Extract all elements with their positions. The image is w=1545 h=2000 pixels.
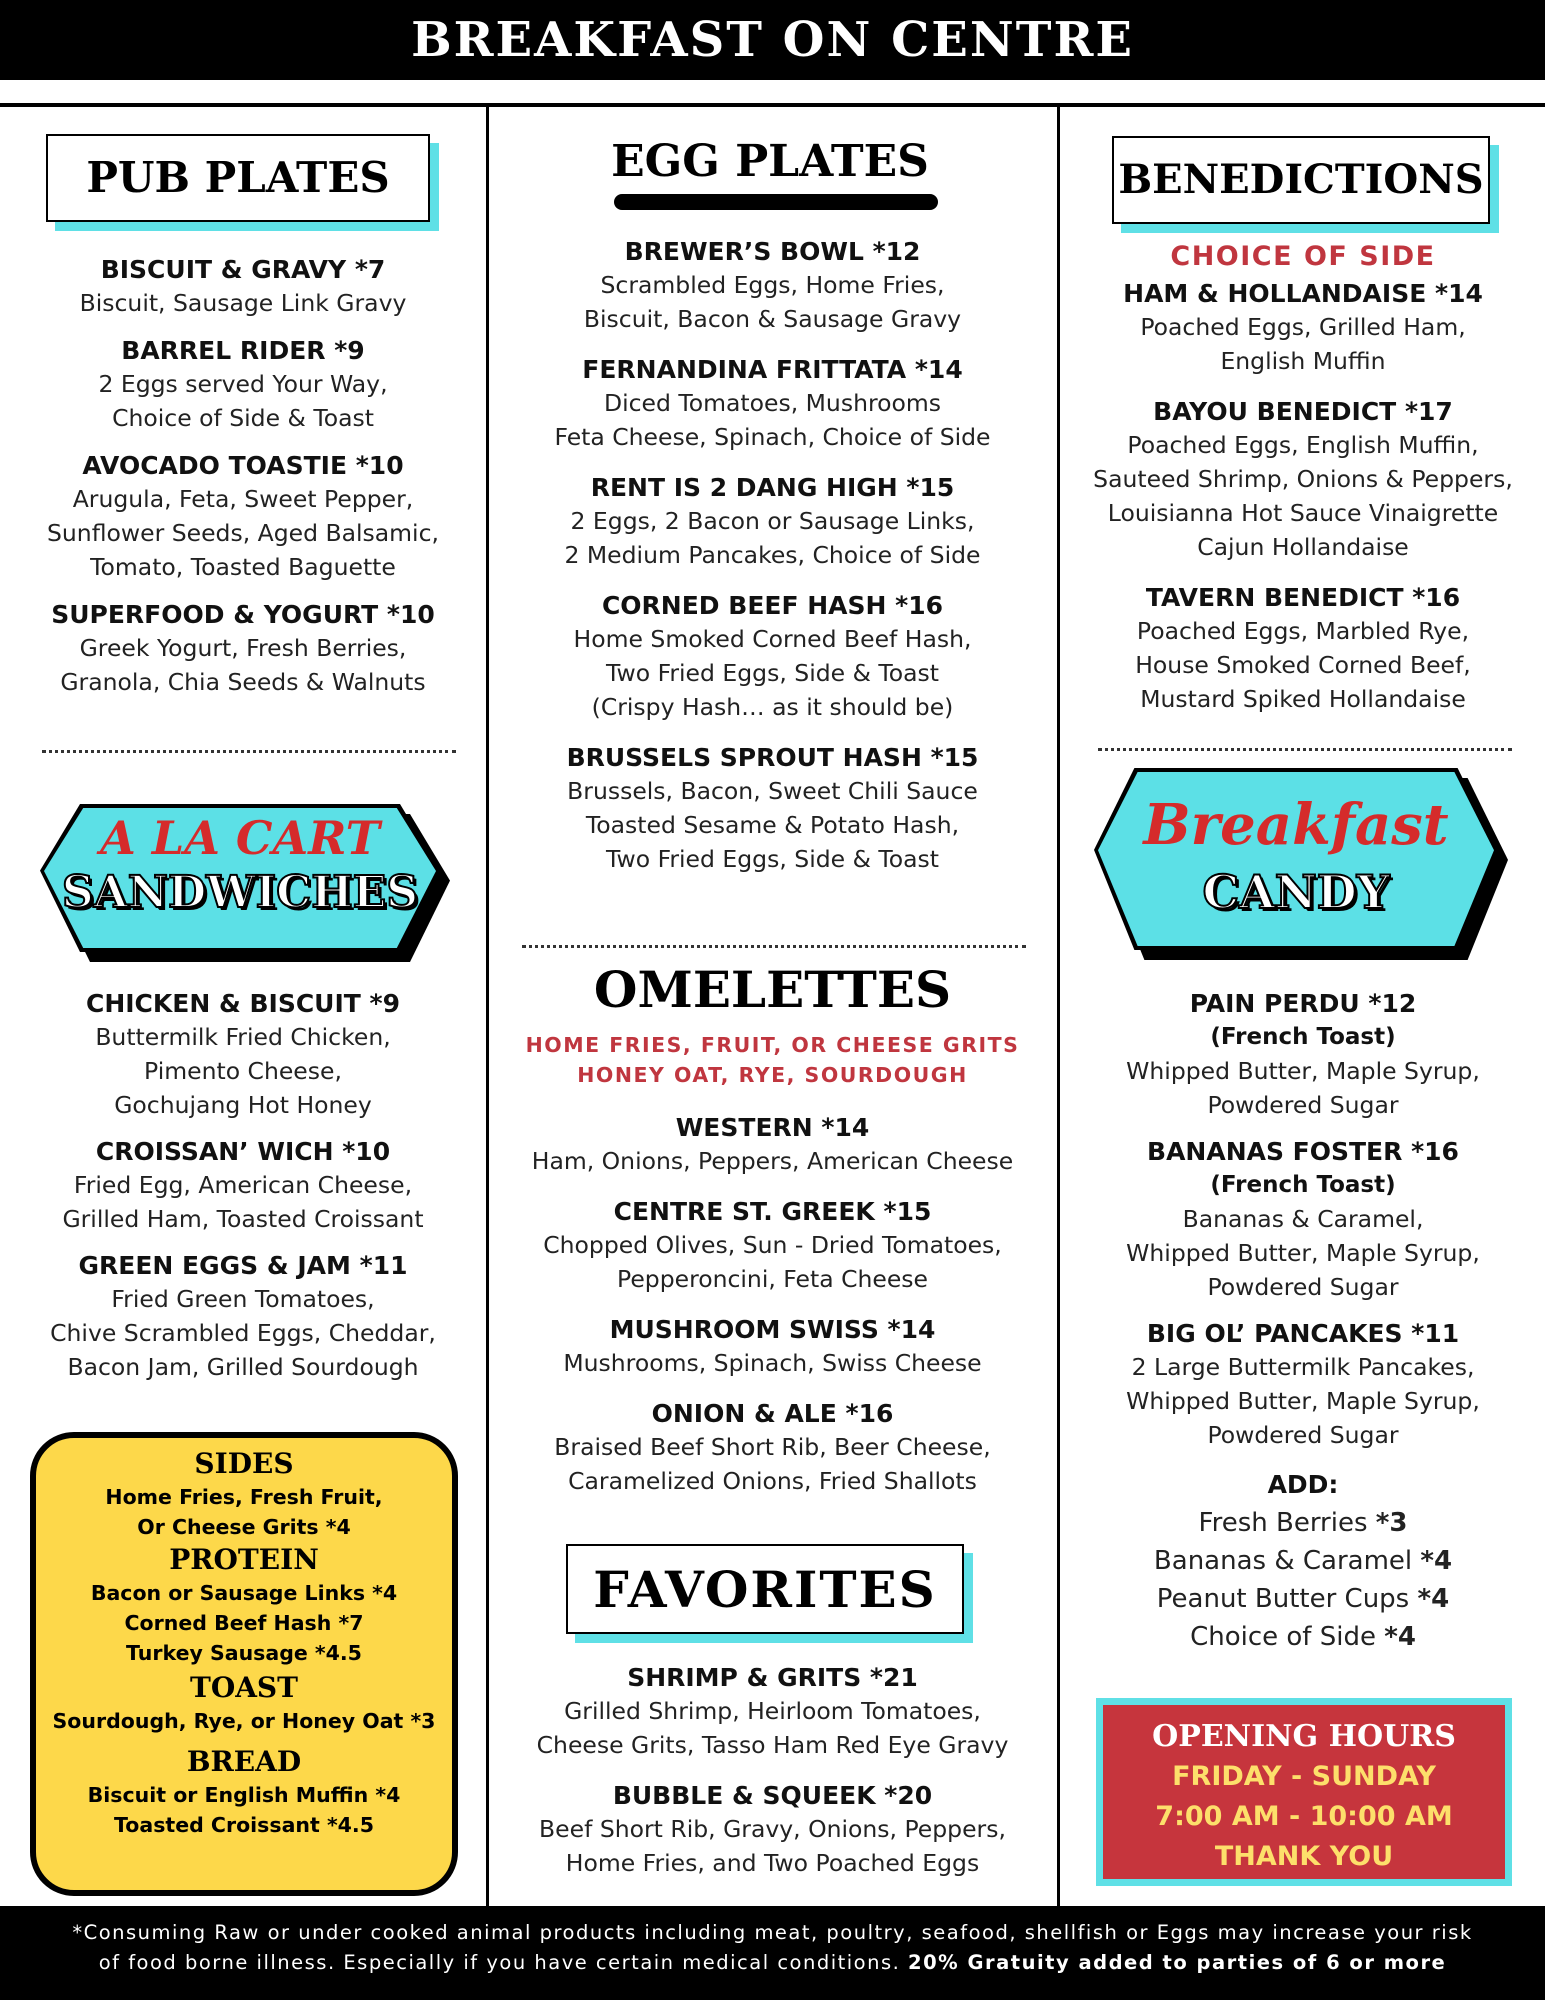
description-line: Tomato, Toasted Baguette <box>90 553 396 581</box>
item-title: GREEN EGGS & JAM *11 <box>78 1251 408 1280</box>
item-description <box>500 504 1045 572</box>
menu-item <box>18 988 468 1122</box>
item-title: AVOCADO TOASTIE *10 <box>82 451 404 480</box>
description-line: Poached Eggs, Marbled Rye, <box>1136 617 1470 645</box>
item-title: CHICKEN & BISCUIT *9 <box>85 989 401 1018</box>
item-description <box>500 1430 1045 1498</box>
description-line: Feta Cheese, Spinach, Choice of Side <box>554 423 991 451</box>
dotted-divider <box>1098 748 1512 751</box>
description-line: Poached Eggs, Grilled Ham, <box>1140 313 1466 341</box>
menu-item <box>18 254 468 320</box>
item-title: BUBBLE & SQUEEK *20 <box>612 1781 933 1810</box>
item-description <box>1070 614 1536 716</box>
dotted-divider <box>522 945 1026 948</box>
item-title: CROISSAN’ WICH *10 <box>95 1137 391 1166</box>
description-line: Powdered Sugar <box>1207 1273 1399 1301</box>
breakfast-candy-list <box>1070 988 1536 1656</box>
menu-item <box>1070 278 1536 378</box>
item-title: BREWER’S BOWL *12 <box>624 237 921 266</box>
add-on-price: *4 <box>1417 1584 1450 1614</box>
description-line: (Crispy Hash… as it should be) <box>591 693 954 721</box>
description-line: Fried Green Tomatoes, <box>111 1285 375 1313</box>
menu-item <box>500 1112 1045 1178</box>
description-line: Biscuit, Sausage Link Gravy <box>79 289 407 317</box>
item-title: CENTRE ST. GREEK *15 <box>613 1197 932 1226</box>
description-line: Granola, Chia Seeds & Walnuts <box>60 668 426 696</box>
menu-item <box>18 450 468 584</box>
description-line: Pimento Cheese, <box>144 1057 342 1085</box>
description-line: Greek Yogurt, Fresh Berries, <box>79 634 407 662</box>
menu-item <box>1070 988 1536 1122</box>
note-line: HOME FRIES, FRUIT, OR CHEESE GRITS <box>525 1033 1020 1057</box>
heading-underline <box>614 194 938 210</box>
item-description <box>500 1812 1045 1880</box>
add-ons <box>1070 1466 1536 1656</box>
description-line: Powdered Sugar <box>1207 1091 1399 1119</box>
item-title: TAVERN BENEDICT *16 <box>1145 583 1461 612</box>
item-description <box>18 1020 468 1122</box>
description-line: Two Fried Eggs, Side & Toast <box>606 845 939 873</box>
add-on-price: *4 <box>1420 1546 1453 1576</box>
description-line: Cajun Hollandaise <box>1197 533 1409 561</box>
add-on-price: *3 <box>1375 1508 1408 1538</box>
add-on-label: Choice of Side <box>1190 1622 1385 1652</box>
pub-plates-heading: PUB PLATES <box>46 134 430 222</box>
description-line: Bananas & Caramel, <box>1182 1205 1424 1233</box>
benedictions-heading: BENEDICTIONS <box>1112 136 1490 224</box>
header-rule <box>0 103 1545 107</box>
menu-item <box>1070 396 1536 564</box>
description-line: Sunflower Seeds, Aged Balsamic, <box>47 519 439 547</box>
description-line: Louisianna Hot Sauce Vinaigrette <box>1107 499 1499 527</box>
menu-item <box>1070 1318 1536 1452</box>
item-title: MUSHROOM SWISS *14 <box>609 1315 936 1344</box>
menu-item <box>500 742 1045 876</box>
description-line: 2 Eggs served Your Way, <box>98 370 388 398</box>
description-line: Mustard Spiked Hollandaise <box>1140 685 1466 713</box>
add-on-label: Bananas & Caramel <box>1153 1546 1421 1576</box>
column-divider-left <box>486 107 489 1907</box>
add-on-item <box>1070 1618 1536 1656</box>
description-line: Caramelized Onions, Fried Shallots <box>568 1467 977 1495</box>
item-description <box>1070 1054 1536 1122</box>
description-line: Two Fried Eggs, Side & Toast <box>606 659 939 687</box>
banner-block-text: CANDY <box>1202 865 1390 919</box>
sides-line: Or Cheese Grits *4 <box>137 1515 351 1539</box>
omelettes-note <box>500 1030 1045 1090</box>
protein-line: Turkey Sausage *4.5 <box>126 1641 362 1665</box>
breakfast-candy-banner <box>1094 768 1512 968</box>
menu-item <box>500 354 1045 454</box>
menu-item <box>500 1196 1045 1296</box>
description-line: 2 Eggs, 2 Bacon or Sausage Links, <box>570 507 975 535</box>
item-description <box>1070 1350 1536 1452</box>
hours-time: 7:00 AM - 10:00 AM <box>1155 1801 1453 1832</box>
item-description <box>18 286 468 320</box>
description-line: Biscuit, Bacon & Sausage Gravy <box>583 305 962 333</box>
item-title: FERNANDINA FRITTATA *14 <box>582 355 963 384</box>
description-line: Brussels, Bacon, Sweet Chili Sauce <box>567 777 978 805</box>
description-line: Arugula, Feta, Sweet Pepper, <box>72 485 414 513</box>
banner-block-text: SANDWICHES <box>61 867 419 918</box>
protein-line: Bacon or Sausage Links *4 <box>90 1581 398 1605</box>
egg-plates-list <box>500 236 1045 876</box>
add-on-label: Fresh Berries <box>1198 1508 1376 1538</box>
egg-plates-heading: EGG PLATES <box>611 136 929 187</box>
item-title: BANANAS FOSTER *16 <box>1147 1137 1459 1166</box>
pub-plates-list <box>18 254 468 699</box>
description-line: Fried Egg, American Cheese, <box>73 1171 413 1199</box>
description-line: Home Smoked Corned Beef Hash, <box>573 625 972 653</box>
hours-days: FRIDAY - SUNDAY <box>1172 1761 1436 1792</box>
benedictions-list <box>1070 278 1536 716</box>
description-line: Diced Tomatoes, Mushrooms <box>604 389 941 417</box>
omelettes-heading: OMELETTES <box>593 960 952 1019</box>
hours-thanks: THANK YOU <box>1214 1841 1394 1872</box>
hours-title: OPENING HOURS <box>1152 1719 1456 1754</box>
menu-item <box>500 1314 1045 1380</box>
footer-disclaimer <box>0 1906 1545 2000</box>
item-description <box>1070 428 1536 564</box>
item-description <box>500 622 1045 724</box>
item-description <box>18 367 468 435</box>
banner-script-text: A LA CART <box>100 811 380 865</box>
add-on-price: *4 <box>1384 1622 1416 1652</box>
item-description <box>18 1168 468 1236</box>
menu-item <box>18 335 468 435</box>
sides-heading: SIDES <box>194 1447 294 1480</box>
add-on-item <box>1070 1504 1536 1542</box>
description-line: Ham, Onions, Peppers, American Cheese <box>531 1147 1014 1175</box>
description-line: Whipped Butter, Maple Syrup, <box>1126 1239 1480 1267</box>
item-title: BAYOU BENEDICT *17 <box>1153 397 1453 426</box>
gratuity-note: 20% Gratuity added to parties of 6 or more <box>908 1951 1447 1974</box>
page-title: BREAKFAST ON CENTRE <box>411 12 1134 68</box>
description-line: Choice of Side & Toast <box>112 404 374 432</box>
item-title: ONION & ALE *16 <box>651 1399 894 1428</box>
description-line: Grilled Ham, Toasted Croissant <box>62 1205 424 1233</box>
description-line: Toasted Sesame & Potato Hash, <box>585 811 960 839</box>
item-description <box>1070 1202 1536 1304</box>
menu-item <box>1070 582 1536 716</box>
description-line: House Smoked Corned Beef, <box>1135 651 1471 679</box>
item-description <box>1070 310 1536 378</box>
description-line: Scrambled Eggs, Home Fries, <box>600 271 945 299</box>
description-line: Whipped Butter, Maple Syrup, <box>1126 1057 1480 1085</box>
item-description <box>500 1228 1045 1296</box>
item-subtitle: (French Toast) <box>1210 1172 1396 1198</box>
item-description <box>18 631 468 699</box>
item-title: BISCUIT & GRAVY *7 <box>100 255 386 284</box>
favorites-heading: FAVORITES <box>566 1544 964 1634</box>
add-on-item <box>1070 1580 1536 1618</box>
item-title: SHRIMP & GRITS *21 <box>627 1663 918 1692</box>
description-line: Cheese Grits, Tasso Ham Red Eye Gravy <box>536 1731 1009 1759</box>
description-line: Buttermilk Fried Chicken, <box>95 1023 391 1051</box>
menu-item <box>500 1780 1045 1880</box>
description-line: Chive Scrambled Eggs, Cheddar, <box>50 1319 436 1347</box>
item-title: BIG OL’ PANCAKES *11 <box>1146 1319 1460 1348</box>
protein-line: Corned Beef Hash *7 <box>124 1611 364 1635</box>
toast-heading: TOAST <box>189 1671 298 1704</box>
item-title: SUPERFOOD & YOGURT *10 <box>51 600 435 629</box>
item-description <box>500 386 1045 454</box>
menu-item <box>500 1662 1045 1762</box>
description-line: Pepperoncini, Feta Cheese <box>616 1265 928 1293</box>
item-title: BARREL RIDER *9 <box>121 336 365 365</box>
item-description <box>18 482 468 584</box>
description-line: Poached Eggs, English Muffin, <box>1127 431 1479 459</box>
add-on-label: Peanut Butter Cups <box>1156 1584 1418 1614</box>
benedictions-note: CHOICE OF SIDE <box>1170 241 1436 272</box>
description-line: Grilled Shrimp, Heirloom Tomatoes, <box>564 1697 981 1725</box>
menu-item <box>500 236 1045 336</box>
sides-box <box>30 1432 458 1896</box>
bread-line: Toasted Croissant *4.5 <box>114 1813 374 1837</box>
item-description <box>500 774 1045 876</box>
item-description <box>500 1144 1045 1178</box>
menu-item <box>500 1398 1045 1498</box>
sides-line: Home Fries, Fresh Fruit, <box>105 1485 383 1509</box>
add-on-item <box>1070 1542 1536 1580</box>
item-title: HAM & HOLLANDAISE *14 <box>1123 279 1483 308</box>
menu-item <box>18 1250 468 1384</box>
column-divider-right <box>1057 107 1060 1907</box>
disclaimer-line: *Consuming Raw or under cooked animal products including meat, poultry, seafood, shellfish or Eggs may increase your risk <box>72 1921 1473 1944</box>
description-line: Bacon Jam, Grilled Sourdough <box>67 1353 419 1381</box>
sandwiches-banner <box>40 804 452 964</box>
disclaimer-line <box>0 1948 1545 1978</box>
sandwiches-list <box>18 988 468 1384</box>
description-line: English Muffin <box>1220 347 1386 375</box>
disclaimer-text: of food borne illness. Especially if you have certain medical conditions. <box>98 1951 909 1974</box>
description-line: Gochujang Hot Honey <box>114 1091 372 1119</box>
menu-item <box>18 599 468 699</box>
description-line: Powdered Sugar <box>1207 1421 1399 1449</box>
add-heading: ADD: <box>1267 1470 1339 1499</box>
description-line: Home Fries, and Two Poached Eggs <box>565 1849 980 1877</box>
item-title: WESTERN *14 <box>675 1113 870 1142</box>
menu-item <box>18 1136 468 1236</box>
menu-item <box>500 590 1045 724</box>
menu-item <box>1070 1136 1536 1304</box>
description-line: 2 Medium Pancakes, Choice of Side <box>564 541 981 569</box>
toast-line: Sourdough, Rye, or Honey Oat *3 <box>52 1709 436 1733</box>
note-line: HONEY OAT, RYE, SOURDOUGH <box>577 1063 968 1087</box>
description-line: Chopped Olives, Sun - Dried Tomatoes, <box>543 1231 1002 1259</box>
favorites-list <box>500 1662 1045 1880</box>
description-line: Whipped Butter, Maple Syrup, <box>1126 1387 1480 1415</box>
description-line: Beef Short Rib, Gravy, Onions, Peppers, <box>539 1815 1006 1843</box>
dotted-divider <box>42 750 456 753</box>
description-line: Sauteed Shrimp, Onions & Peppers, <box>1093 465 1513 493</box>
opening-hours-box <box>1096 1698 1512 1886</box>
bread-heading: BREAD <box>186 1745 302 1778</box>
item-description <box>500 1694 1045 1762</box>
item-title: BRUSSELS SPROUT HASH *15 <box>566 743 979 772</box>
item-description <box>18 1282 468 1384</box>
item-title: RENT IS 2 DANG HIGH *15 <box>590 473 955 502</box>
description-line: Braised Beef Short Rib, Beer Cheese, <box>554 1433 991 1461</box>
item-title: CORNED BEEF HASH *16 <box>601 591 944 620</box>
protein-heading: PROTEIN <box>169 1543 319 1576</box>
item-title: PAIN PERDU *12 <box>1189 989 1417 1018</box>
item-subtitle: (French Toast) <box>1210 1024 1396 1050</box>
item-description <box>500 268 1045 336</box>
description-line: Mushrooms, Spinach, Swiss Cheese <box>563 1349 982 1377</box>
item-description <box>500 1346 1045 1380</box>
omelettes-list <box>500 1112 1045 1498</box>
menu-item <box>500 472 1045 572</box>
description-line: 2 Large Buttermilk Pancakes, <box>1131 1353 1475 1381</box>
bread-line: Biscuit or English Muffin *4 <box>87 1783 401 1807</box>
banner-script-text: Breakfast <box>1143 792 1449 858</box>
